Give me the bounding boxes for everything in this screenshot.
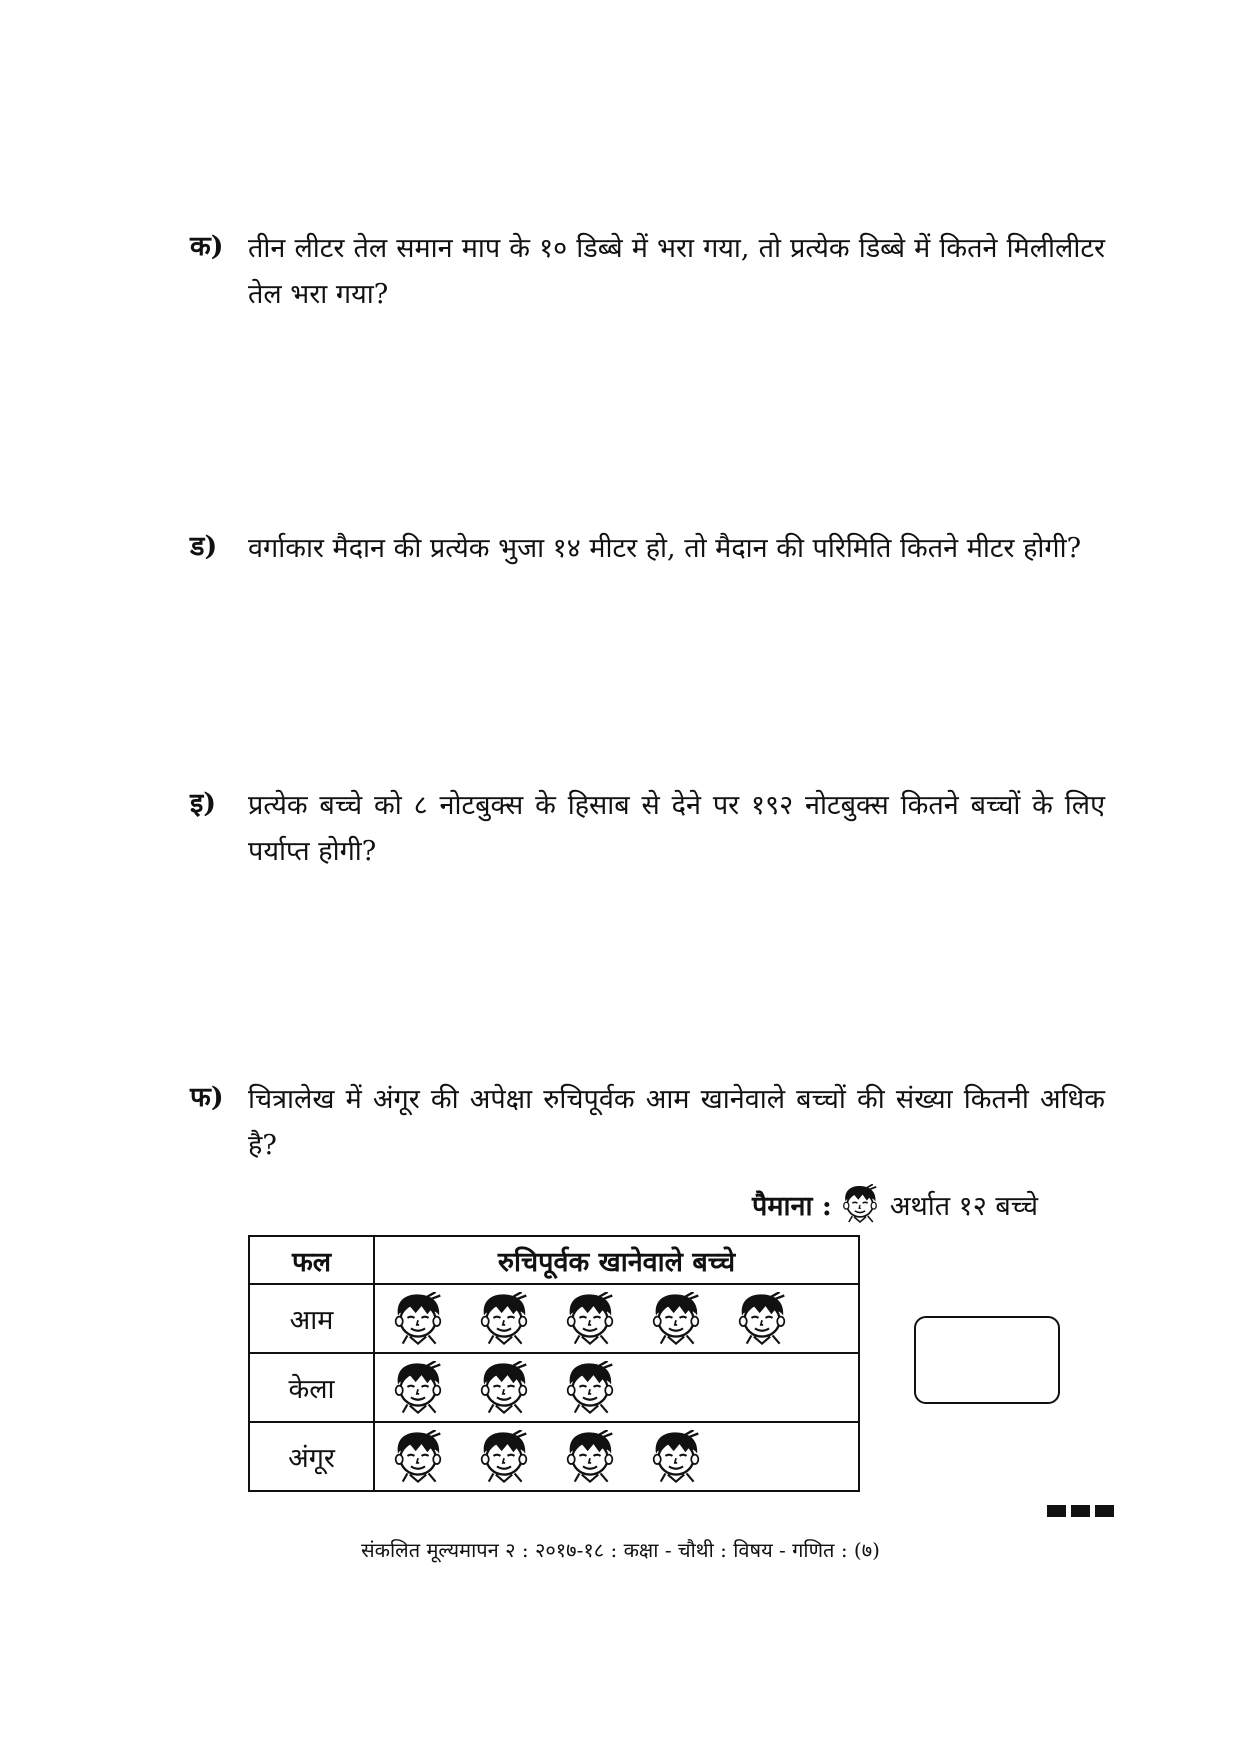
fruit-name: आम: [249, 1284, 374, 1353]
child-face-icon: [479, 1430, 529, 1484]
child-face-icon: [393, 1361, 443, 1415]
question-marker: इ): [190, 788, 217, 819]
child-face-icon: [479, 1361, 529, 1415]
child-face-icon: [651, 1292, 701, 1346]
page-footer: संकलित मूल्यमापन २ : २०१७-१८ : कक्षा - चौथी : विषय - गणित : (७): [361, 1538, 880, 1562]
end-mark-block: [1047, 1505, 1066, 1517]
question-text: प्रत्येक बच्चे को ८ नोटबुक्स के हिसाब से देने पर १९२ नोटबुक्स कितने बच्चों के लिए पर्याप्त होगी?: [248, 790, 1105, 867]
child-face-icon: [393, 1292, 443, 1346]
pictograph-scale: [752, 1182, 1082, 1226]
question-marker: ड): [190, 531, 218, 562]
scale-text: अर्थात १२ बच्चे: [889, 1190, 1039, 1222]
scale-label: पैमाना :: [752, 1190, 832, 1222]
child-face-icon: [479, 1292, 529, 1346]
symbol-cell: [374, 1353, 859, 1422]
question-text: वर्गाकार मैदान की प्रत्येक भुजा १४ मीटर हो, तो मैदान की परिमिति कितने मीटर होगी?: [248, 533, 1082, 564]
child-face-icon: [565, 1361, 615, 1415]
end-mark-block: [1095, 1505, 1114, 1517]
answer-box[interactable]: [914, 1316, 1060, 1404]
fruit-name: अंगूर: [249, 1422, 374, 1491]
child-face-icon: [565, 1292, 615, 1346]
pictograph-table: [248, 1235, 860, 1492]
symbol-cell: [374, 1284, 859, 1353]
end-mark-block: [1071, 1505, 1090, 1517]
question-text: तीन लीटर तेल समान माप के १० डिब्बे में भरा गया, तो प्रत्येक डिब्बे में कितने मिलीलीटर तेल भरा गया?: [248, 233, 1105, 310]
column-header-children: रुचिपूर्वक खानेवाले बच्चे: [374, 1236, 859, 1284]
child-face-icon: [393, 1430, 443, 1484]
child-face-icon: [842, 1184, 878, 1224]
table-row: [249, 1284, 859, 1353]
fruit-name: केला: [249, 1353, 374, 1422]
question-text: चित्रालेख में अंगूर की अपेक्षा रुचिपूर्वक आम खानेवाले बच्चों की संख्या कितनी अधिक है?: [248, 1084, 1105, 1161]
question-marker: क): [190, 231, 224, 262]
question-i: [190, 783, 1105, 875]
child-face-icon: [565, 1430, 615, 1484]
table-header-row: [249, 1236, 859, 1284]
end-mark: [1047, 1505, 1114, 1517]
question-da: [190, 526, 1105, 572]
question-pha: [190, 1077, 1105, 1169]
child-face-icon: [737, 1292, 787, 1346]
table-row: [249, 1353, 859, 1422]
symbol-cell: [374, 1422, 859, 1491]
question-ka: [190, 226, 1105, 318]
question-marker: फ): [190, 1082, 224, 1113]
column-header-fruit: फल: [249, 1236, 374, 1284]
child-face-icon: [651, 1430, 701, 1484]
table-row: [249, 1422, 859, 1491]
